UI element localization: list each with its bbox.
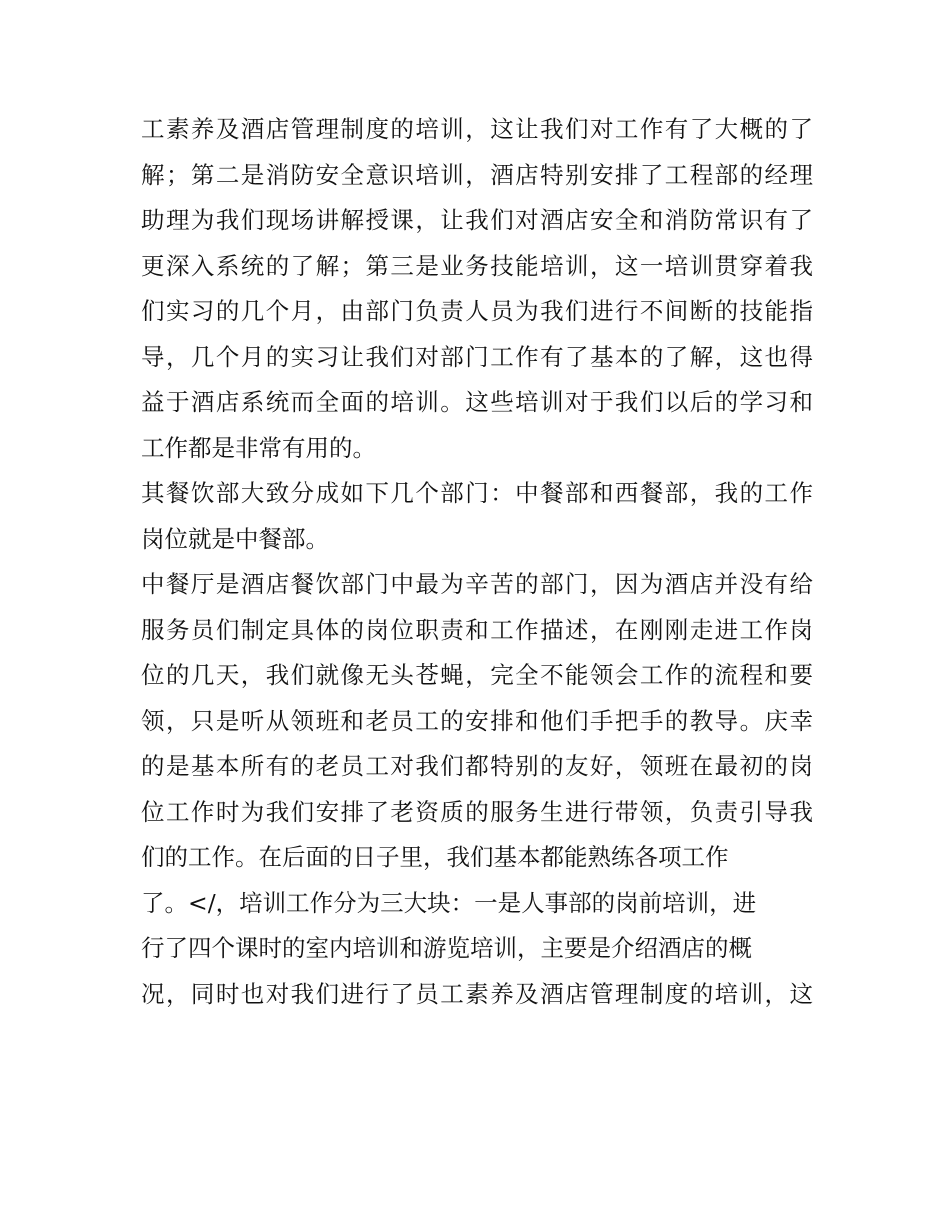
text-line: 益于酒店系统而全面的培训。这些培训对于我们以后的学习和 [141,388,813,416]
text-line: 其餐饮部大致分成如下几个部门：中餐部和西餐部，我的工作 [141,479,813,507]
text-line: 们实习的几个月，由部门负责人员为我们进行不间断的技能指 [141,297,813,325]
text-line: 助理为我们现场讲解授课，让我们对酒店安全和消防常识有了 [141,206,813,234]
text-line: 了。</，培训工作分为三大块：一是人事部的岗前培训，进 [141,888,757,917]
text-line: 行了四个课时的室内培训和游览培训，主要是介绍酒店的概 [141,934,752,962]
document-body [141,107,813,1017]
text-line: 中餐厅是酒店餐饮部门中最为辛苦的部门，因为酒店并没有给 [141,570,813,598]
text-line: 位的几天，我们就像无头苍蝇，完全不能领会工作的流程和要 [141,661,813,689]
text-line: 领，只是听从领班和老员工的安排和他们手把手的教导。庆幸 [141,706,813,735]
text-line: 导，几个月的实习让我们对部门工作有了基本的了解，这也得 [141,342,813,371]
text-line: 工作都是非常有用的。 [141,433,376,462]
text-line: 岗位就是中餐部。 [141,524,329,553]
text-line: 况，同时也对我们进行了员工素养及酒店管理制度的培训，这 [141,979,813,1008]
text-line: 位工作时为我们安排了老资质的服务生进行带领，负责引导我 [141,797,813,826]
text-line: 们的工作。在后面的日子里，我们基本都能熟练各项工作 [141,843,729,871]
text-line: 工素养及酒店管理制度的培训，这让我们对工作有了大概的了 [141,115,813,143]
text-line: 的是基本所有的老员工对我们都特别的友好，领班在最初的岗 [141,752,813,780]
text-line: 解；第二是消防安全意识培训，酒店特别安排了工程部的经理 [141,160,813,189]
text-line: 服务员们制定具体的岗位职责和工作描述，在刚刚走进工作岗 [141,615,813,644]
text-line: 更深入系统的了解；第三是业务技能培训，这一培训贯穿着我 [141,251,813,280]
